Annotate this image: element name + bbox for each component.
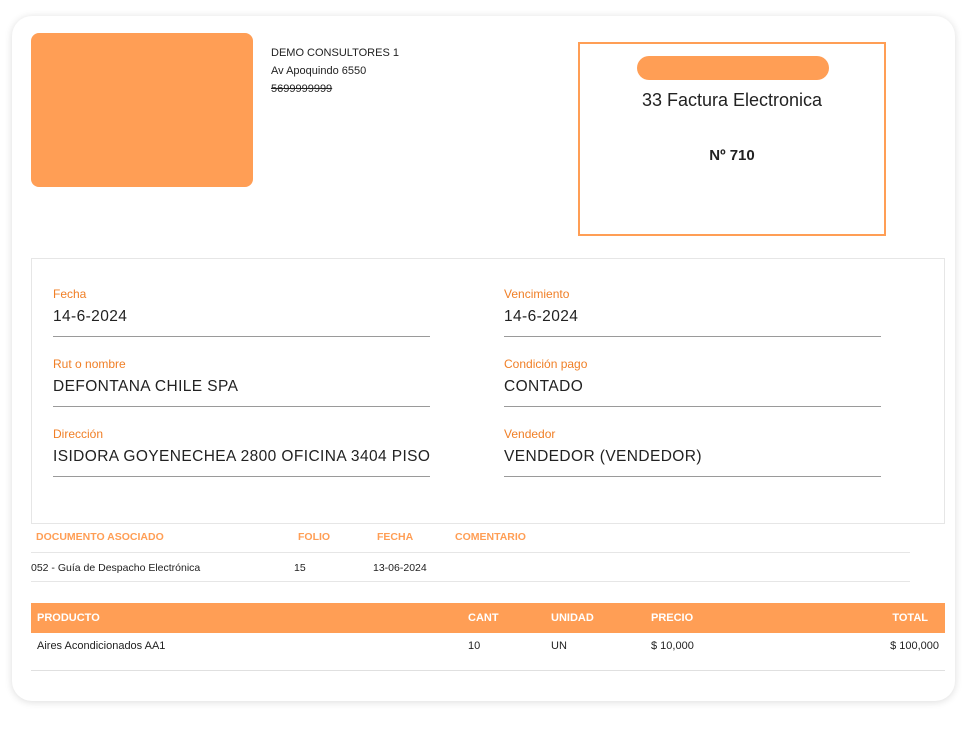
assoc-documento: 052 - Guía de Despacho Electrónica bbox=[31, 562, 201, 574]
field-rut bbox=[53, 357, 430, 407]
field-direccion bbox=[53, 427, 430, 477]
product-name: Aires Acondicionados AA1 bbox=[37, 640, 166, 652]
assoc-divider bbox=[31, 581, 910, 582]
product-header-unidad: UNIDAD bbox=[551, 612, 594, 624]
assoc-divider bbox=[31, 552, 910, 553]
product-header-total: TOTAL bbox=[892, 612, 928, 624]
field-label: Condición pago bbox=[504, 357, 588, 371]
field-fecha bbox=[53, 287, 430, 337]
document-number: Nº 710 bbox=[709, 147, 755, 164]
assoc-fecha: 13-06-2024 bbox=[373, 562, 427, 574]
field-value: ISIDORA GOYENECHEA 2800 OFICINA 3404 PISO bbox=[53, 448, 431, 465]
assoc-header-comentario: COMENTARIO bbox=[455, 531, 526, 543]
company-logo-placeholder bbox=[31, 33, 253, 187]
field-label: Fecha bbox=[53, 287, 87, 301]
field-label: Vendedor bbox=[504, 427, 556, 441]
field-value: VENDEDOR (VENDEDOR) bbox=[504, 448, 702, 465]
field-value: DEFONTANA CHILE SPA bbox=[53, 378, 239, 395]
product-cant: 10 bbox=[468, 640, 481, 652]
field-label: Vencimiento bbox=[504, 287, 570, 301]
document-type: 33 Factura Electronica bbox=[641, 90, 823, 110]
field-condicion-pago bbox=[504, 357, 881, 407]
assoc-header-folio: FOLIO bbox=[298, 531, 331, 543]
assoc-header-documento: DOCUMENTO ASOCIADO bbox=[36, 531, 164, 543]
assoc-folio: 15 bbox=[294, 562, 306, 574]
product-header-cant: CANT bbox=[468, 612, 499, 624]
product-precio: $ 10,000 bbox=[651, 640, 694, 652]
field-label: Dirección bbox=[53, 427, 104, 441]
product-divider bbox=[31, 670, 945, 671]
product-total: $ 100,000 bbox=[890, 640, 939, 652]
field-vendedor bbox=[504, 427, 881, 477]
company-address: Av Apoquindo 6550 bbox=[271, 65, 367, 77]
field-value: CONTADO bbox=[504, 378, 584, 395]
product-table-header bbox=[31, 603, 945, 633]
field-value: 14-6-2024 bbox=[53, 308, 128, 325]
product-unidad: UN bbox=[551, 640, 567, 652]
company-info bbox=[271, 44, 399, 98]
document-type-box bbox=[578, 42, 886, 236]
company-name: DEMO CONSULTORES 1 bbox=[271, 47, 399, 59]
field-label: Rut o nombre bbox=[53, 357, 126, 371]
product-header-producto: PRODUCTO bbox=[37, 612, 100, 624]
assoc-header-fecha: FECHA bbox=[377, 531, 414, 543]
company-phone: 5699999999 bbox=[271, 83, 333, 95]
invoice-fields-panel bbox=[31, 258, 945, 524]
field-vencimiento bbox=[504, 287, 881, 337]
redacted-rut-pill bbox=[637, 56, 829, 80]
product-header-precio: PRECIO bbox=[651, 612, 694, 624]
field-value: 14-6-2024 bbox=[504, 308, 579, 325]
